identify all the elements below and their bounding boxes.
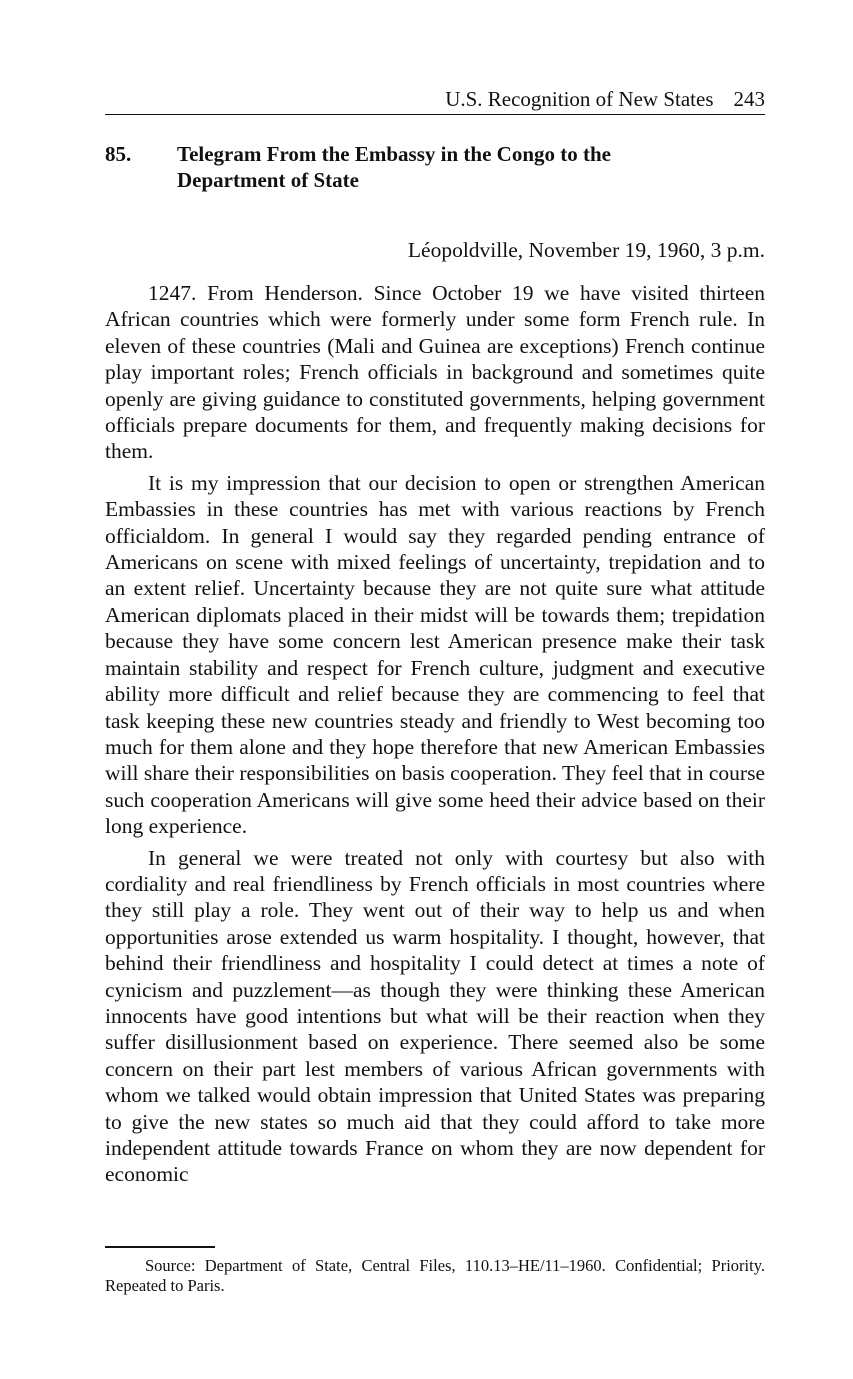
telegram-body	[105, 280, 765, 1188]
document-number: 85.	[105, 142, 132, 166]
body-paragraph-3: In general we were treated not only with courtesy but also with cordiality and real friendliness by French officials in most countries where they still play a role. They went out of their way to help us and when opportunities arose extended us warm hospitality. I thought, however, that behind their friendliness and hospitality I could detect at times a note of cynicism and puzzlement—as though they were thinking these American innocents have good intentions but what will be their reaction when they suffer disillusionment based on experience. There seemed also be some concern on their part lest members of various African governments with whom we talked would obtain impression that United States was preparing to give the new states so much aid that they could afford to take more independent attitude towards France on whom they are now dependent for economic	[105, 845, 765, 1187]
running-head	[105, 86, 765, 115]
source-footnote: Source: Department of State, Central Files, 110.13–HE/11–1960. Confidential; Priority. Repeated to Paris.	[105, 1256, 765, 1295]
body-paragraph-2: It is my impression that our decision to open or strengthen American Embassies in these countries has met with various reactions by French officialdom. In general I would say they regarded pending entrance of Americans on scene with mixed feelings of uncertainty, trepidation and to an extent relief. Uncertainty because they are not quite sure what attitude American diplomats placed in their midst will be towards them; trepidation because they have some concern lest American presence make their task maintain stability and respect for French culture, judgment and executive ability more difficult and relief because they are commencing to feel that task keeping these new countries steady and friendly to West becoming too much for them alone and they hope therefore that new American Embassies will share their responsibilities on basis cooperation. They feel that in course such cooperation Americans will give some heed their advice based on their long experience.	[105, 470, 765, 839]
footnote-divider	[105, 1246, 215, 1248]
document-heading	[105, 141, 765, 193]
document-page	[105, 86, 765, 1193]
document-title: Telegram From the Embassy in the Congo to the Department of State	[177, 142, 611, 192]
body-paragraph-1: 1247. From Henderson. Since October 19 we have visited thirteen African countries which were formerly under some form French rule. In eleven of these countries (Mali and Guinea are exceptions) French continue play important roles; French officials in background and sometimes quite openly are giving guidance to constituted governments, helping government officials prepare documents for them, and frequently making decisions for them.	[105, 281, 765, 464]
running-head-title: U.S. Recognition of New States	[445, 87, 714, 111]
dateline: Léopoldville, November 19, 1960, 3 p.m.	[407, 238, 765, 262]
page-number: 243	[733, 87, 765, 111]
